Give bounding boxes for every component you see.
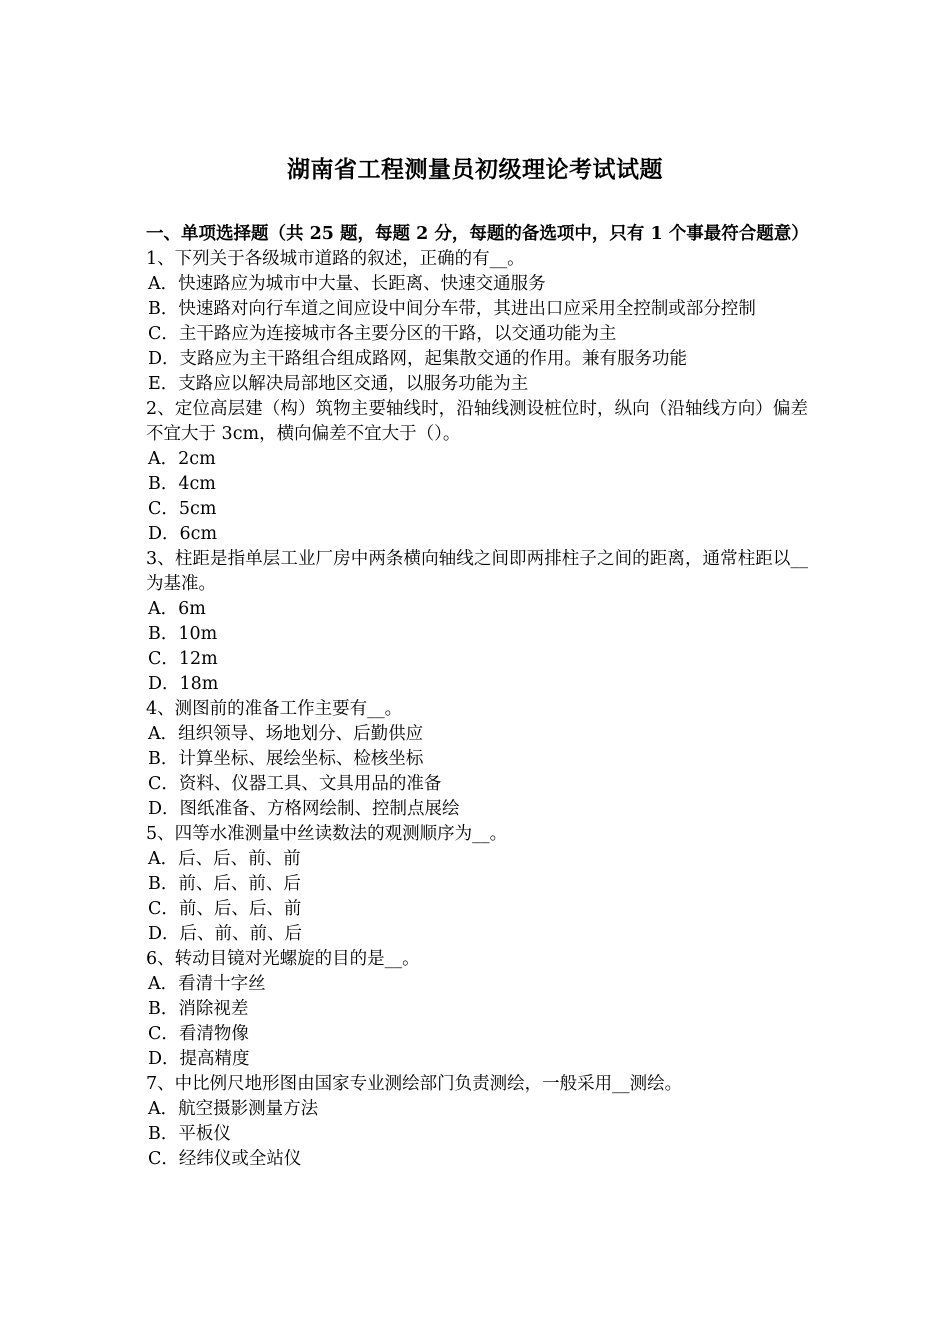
option-c: C．主干路应为连接城市各主要分区的干路，以交通功能为主 — [148, 324, 617, 344]
option-a: A．快速路应为城市中大量、长距离、快速交通服务 — [148, 274, 546, 294]
section-heading: 一、单项选择题（共 25 题，每题 2 分，每题的备选项中，只有 1 个事最符合题意） — [146, 224, 809, 244]
option-d: D．6cm — [148, 524, 218, 544]
question-7 — [146, 1072, 808, 1172]
option-b: B．10m — [148, 624, 218, 644]
question-stem: 6、转动目镜对光螺旋的目的是__。 — [146, 949, 420, 969]
option-b: B．消除视差 — [148, 999, 249, 1019]
question-stem: 1、下列关于各级城市道路的叙述，正确的有__。 — [146, 249, 525, 269]
question-stem: 4、测图前的准备工作主要有__。 — [146, 699, 403, 719]
option-c: C．5cm — [148, 499, 217, 519]
question-1 — [146, 247, 808, 397]
document-body — [146, 222, 808, 1172]
option-b: B．前、后、前、后 — [148, 874, 301, 894]
option-d: D．图纸准备、方格网绘制、控制点展绘 — [148, 799, 460, 819]
option-b: B．快速路对向行车道之间应设中间分车带，其进出口应采用全控制或部分控制 — [148, 299, 756, 319]
option-d: D．后、前、前、后 — [148, 924, 303, 944]
option-c: C．前、后、后、前 — [148, 899, 302, 919]
option-c: C．看清物像 — [148, 1024, 249, 1044]
question-stem: 5、四等水准测量中丝读数法的观测顺序为__。 — [146, 824, 508, 844]
option-c: C．经纬仪或全站仪 — [148, 1149, 302, 1169]
question-stem: 2、定位高层建（构）筑物主要轴线时，沿轴线测设桩位时，纵向（沿轴线方向）偏差不宜大于 3cm，横向偏差不宜大于（）。 — [146, 399, 808, 444]
option-b: B．平板仪 — [148, 1124, 231, 1144]
question-5 — [146, 822, 808, 947]
option-d: D．18m — [148, 674, 219, 694]
question-4 — [146, 697, 808, 822]
option-a: A．航空摄影测量方法 — [148, 1099, 319, 1119]
question-stem: 7、中比例尺地形图由国家专业测绘部门负责测绘，一般采用__测绘。 — [146, 1074, 683, 1094]
option-a: A．6m — [148, 599, 206, 619]
option-b: B．4cm — [148, 474, 216, 494]
option-e: E．支路应以解决局部地区交通，以服务功能为主 — [148, 374, 529, 394]
option-c: C．12m — [148, 649, 218, 669]
question-stem: 3、柱距是指单层工业厂房中两条横向轴线之间即两排柱子之间的距离，通常柱距以__为基准。 — [146, 549, 808, 594]
question-3 — [146, 547, 808, 697]
option-a: A．看清十字丝 — [148, 974, 266, 994]
option-b: B．计算坐标、展绘坐标、检核坐标 — [148, 749, 424, 769]
question-2 — [146, 397, 808, 547]
question-6 — [146, 947, 808, 1072]
option-d: D．支路应为主干路组合组成路网，起集散交通的作用。兼有服务功能 — [148, 349, 688, 369]
option-a: A．组织领导、场地划分、后勤供应 — [148, 724, 424, 744]
option-c: C．资料、仪器工具、文具用品的准备 — [148, 774, 442, 794]
document-title: 湖南省工程测量员初级理论考试试题 — [287, 156, 663, 183]
option-d: D．提高精度 — [148, 1049, 250, 1069]
option-a: A．后、后、前、前 — [148, 849, 301, 869]
option-a: A．2cm — [148, 449, 216, 469]
